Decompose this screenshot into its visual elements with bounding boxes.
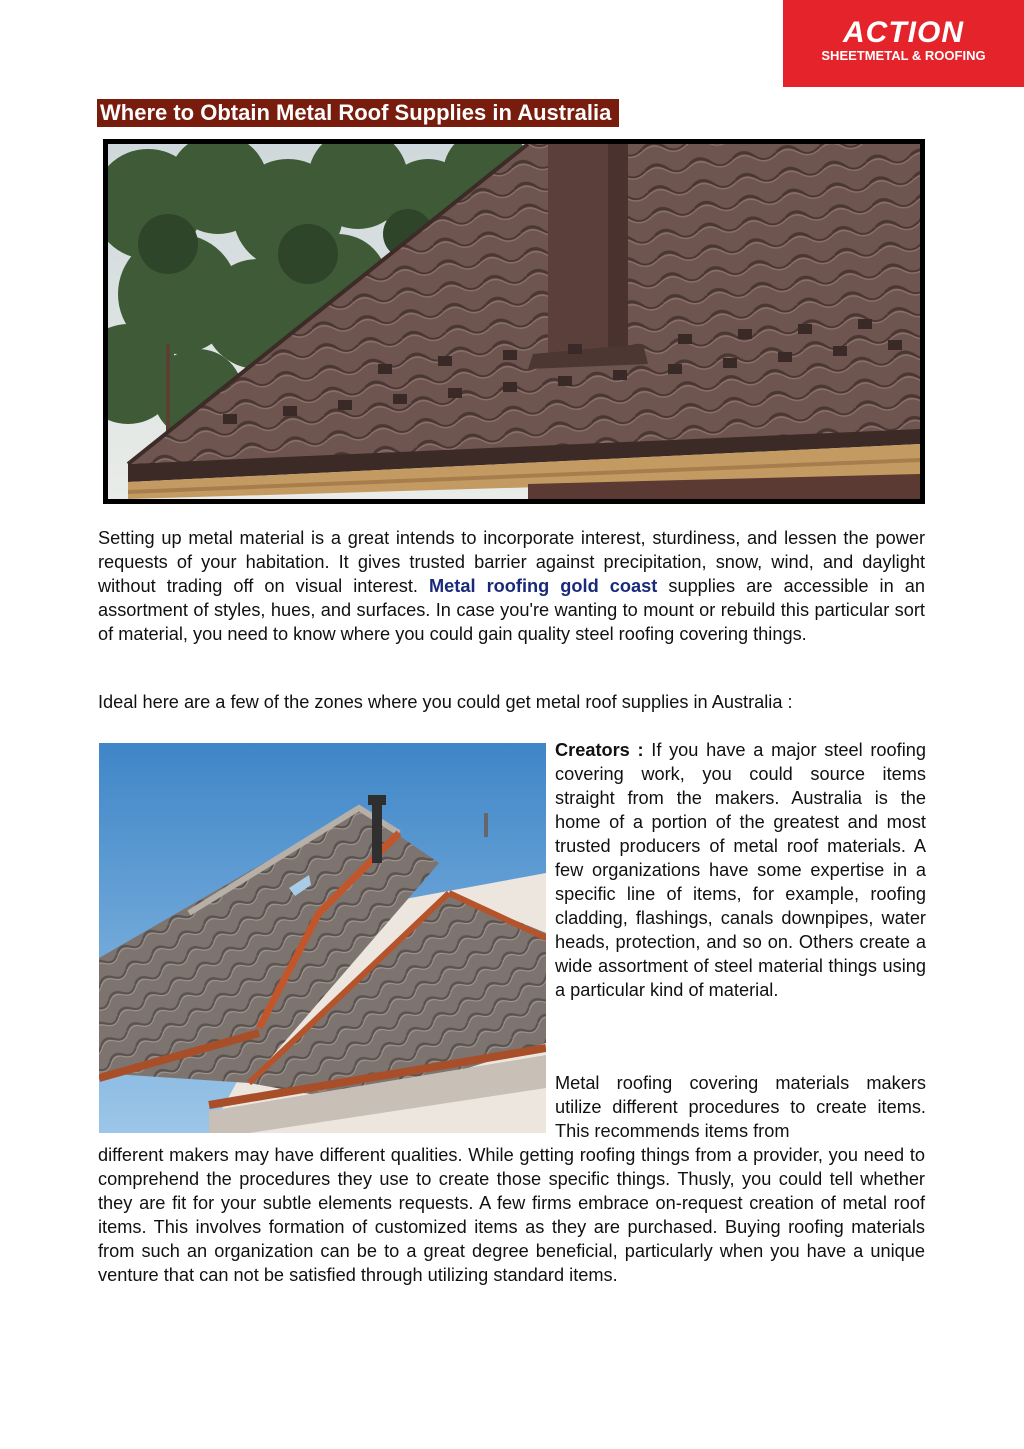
makers-paragraph: different makers may have different qualities. While getting roofing things from a provider, you need to comprehend the procedures they use to create those specific things. Thusly, you could tell whether they are fit for your subtle elements requests. A few firms embrace on-request creation of metal roof items. This involves formation of customized items as they are purchased. Buying roofing materials from such an organization can be to a great degree beneficial, particularly when you have a unique venture that can not be satisfied through utilizing standard items. [98, 1145, 925, 1285]
metal-roof-photo [99, 743, 546, 1133]
intro-paragraph [98, 526, 925, 646]
logo-brand-name: ACTION [843, 16, 964, 49]
metal-roof-illustration [99, 743, 546, 1133]
intro-text-before: Setting up metal material is a great intends to incorporate interest, sturdiness, and lessen the power requests of your habitation. It gives trusted barrier against precipitation, snow, wind, and daylight without trading off on visual interest. [98, 528, 925, 596]
makers-intro: Metal roofing covering materials makers utilize different procedures to create items. This recommends items from [555, 1073, 926, 1141]
hero-roof-image [103, 139, 925, 504]
brand-logo [783, 0, 1024, 87]
metal-roofing-gold-coast-link[interactable]: Metal roofing gold coast [429, 576, 658, 596]
logo-tagline: SHEETMETAL & ROOFING [821, 48, 986, 63]
creators-paragraph [555, 738, 926, 1002]
page-title: Where to Obtain Metal Roof Supplies in Australia [97, 99, 619, 127]
creators-label: Creators : [555, 740, 644, 760]
intro-text-after: supplies are accessible in an assortment of styles, hues, and surfaces. In case you're wanting to mount or rebuild this particular sort of material, you need to know where you could gain quality steel roofing covering things. [98, 576, 925, 644]
creators-text: If you have a major steel roofing covering work, you could source items straight from the makers. Australia is the home of a portion of the greatest and most trusted producers of metal roof materials. A few organizations have some expertise in a specific line of items, for example, roofing cladding, flashings, canals downpipes, water heads, protection, and so on. Others create a wide assortment of steel material things using a particular kind of material. [555, 740, 926, 1000]
lead-sentence: Ideal here are a few of the zones where you could get metal roof supplies in Australia : [98, 692, 793, 712]
hero-roof-illustration [108, 144, 920, 499]
